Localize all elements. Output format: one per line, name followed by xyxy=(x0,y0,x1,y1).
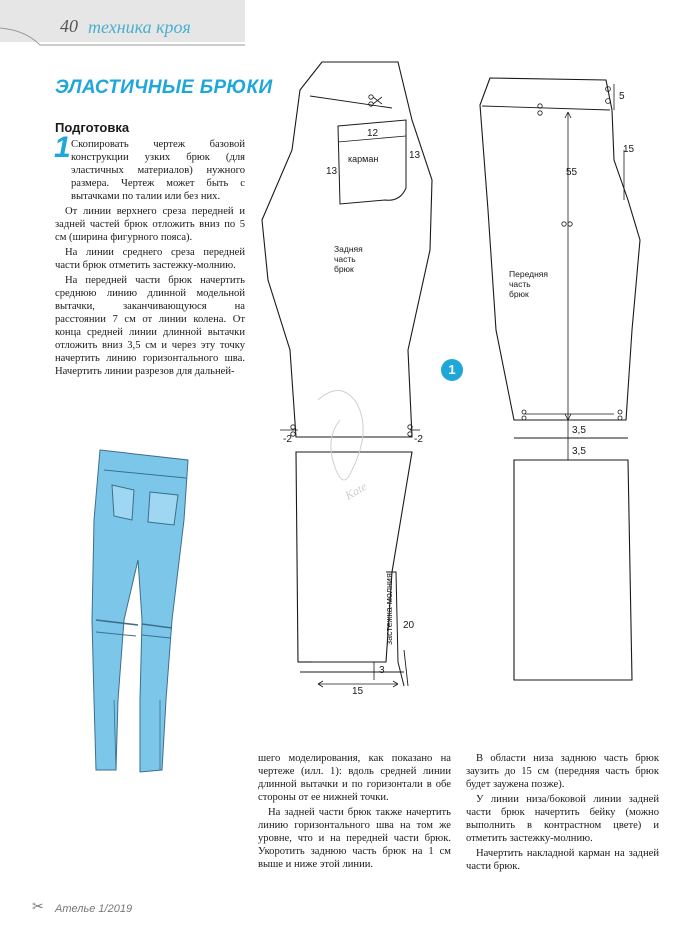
pocket-label: карман xyxy=(348,154,379,164)
paragraph: У линии низа/боковой линии задней части брюк начертить бейку (можно выполнить в контрастном цвете) и отметить застежку-молнию. xyxy=(466,794,659,844)
scissors-icon xyxy=(522,87,622,420)
back-shorten-left: -2 xyxy=(283,434,292,445)
paragraph: На передней части брюк начертить среднюю линию длинной модельной вытачки, заканчивающуюся на расстоянии 7 см от линии колена. От конца средней линии длинной вытачки отложить вниз 3,5 см и через эту точку начертить линию горизонтального шва. Начертить линии разрезов для дальней- xyxy=(55,275,245,377)
figure-number-badge: 1 xyxy=(441,359,463,381)
paragraph: На линии среднего среза передней части брюк отметить застежку-молнию. xyxy=(55,247,245,271)
back-piece-label: Задняя часть брюк xyxy=(334,244,363,274)
waistband-height: 5 xyxy=(619,91,625,102)
paragraph: Скопировать чертеж базовой конструкции узких брюк (для эластичных материалов) нужного размера. Чертеж может быть с вытачками по талии или без них. xyxy=(71,139,245,202)
header-swoosh xyxy=(0,28,245,45)
front-fly-length: 15 xyxy=(623,144,635,155)
hem-offset: 3 xyxy=(379,665,385,676)
paragraph: В области низа заднюю часть брюк заузить до 15 см (передняя часть брюк будет заужена позже). xyxy=(466,753,659,790)
scissors-footer-icon: ✂ xyxy=(32,900,44,915)
paragraph: Начертить накладной карман на задней части брюк. xyxy=(466,848,659,872)
subheading: Подготовка xyxy=(55,120,130,135)
watermark-text: Kate xyxy=(342,479,370,503)
seam-offset-2: 3,5 xyxy=(572,446,586,457)
front-piece xyxy=(480,78,640,680)
watermark-logo xyxy=(318,390,363,480)
pocket-width: 12 xyxy=(367,128,379,139)
pocket-height-left: 13 xyxy=(326,166,338,177)
front-piece-label: Передняя часть брюк xyxy=(509,269,548,299)
back-shorten-right: -2 xyxy=(414,434,423,445)
footer-issue: Ателье 1/2019 xyxy=(55,903,133,915)
paragraph: шего моделирования, как показано на чертеже (илл. 1): вдоль средней линии длинной вытачки и по горизонтали в обе стороны от ее нижней точки. xyxy=(258,753,451,803)
paragraph: От линии верхнего среза передней и задней частей брюк отложить вниз по 5 см (ширина фигурного пояса). xyxy=(55,206,245,243)
paragraph: На задней части брюк также начертить линию горизонтального шва на том же уровне, что и на передней части брюк. Укоротить заднюю часть брюк на 1 см выше и ниже этой линии. xyxy=(258,807,451,870)
zipper-label: застежка-молния xyxy=(384,573,394,645)
section-name: техника кроя xyxy=(88,17,191,37)
zipper-length: 20 xyxy=(403,620,415,631)
page-number: 40 xyxy=(60,16,78,36)
article-title: ЭЛАСТИЧНЫЕ БРЮКИ xyxy=(55,77,273,98)
hem-width: 15 xyxy=(352,686,364,697)
step-number: 1 xyxy=(54,131,71,164)
dart-length: 55 xyxy=(566,167,578,178)
seam-offset-1: 3,5 xyxy=(572,425,586,436)
back-dimension-lines xyxy=(280,430,420,687)
jeans-illustration xyxy=(92,450,188,772)
pocket-height-right: 13 xyxy=(409,150,421,161)
